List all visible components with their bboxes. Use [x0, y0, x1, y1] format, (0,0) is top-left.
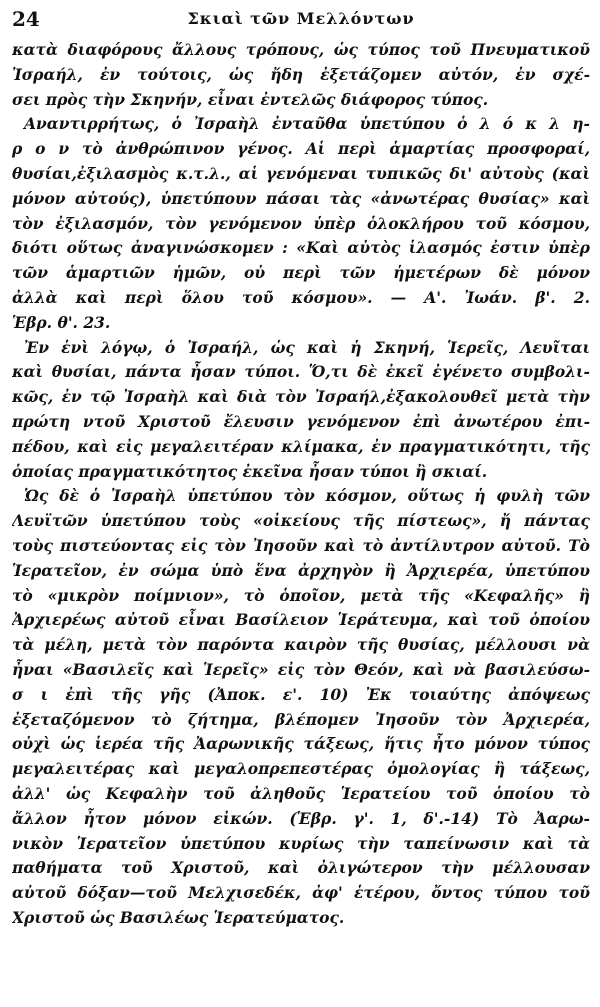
text-line: ἀλλ' ὡς Κεφαλὴν τοῦ ἀληθοῦς Ἱερατείου τοῦ ὁποίου τὸ: [12, 783, 590, 803]
text-line: τοὺς πιστεύοντας εἰς τὸν Ἰησοῦν καὶ τὸ ἀντίλυτρον αὐτοῦ. Τὸ: [12, 535, 590, 555]
text-line: πέδου, καὶ εἰς μεγαλειτέραν κλίμακα, ἐν πραγματικότητι, τῆς: [12, 436, 590, 456]
text-line: ρ ο ν τὸ ἀνθρώπινον γένος. Αἱ περὶ ἁμαρτίας προσφοραί,: [12, 139, 590, 159]
text-line: Χριστοῦ ὡς Βασιλέως Ἱερατεύματος.: [12, 907, 345, 927]
text-line: Ἑβρ. θ'. 23.: [12, 312, 111, 332]
text-line: Ἰσραήλ, ἐν τούτοις, ὡς ἤδη ἐξετάζομεν αὐτόν, ἐν σχέ-: [12, 64, 590, 84]
text-line: ἀλλὰ καὶ περὶ ὅλου τοῦ κόσμου». — Α'. Ἰωάν. β'. 2.: [12, 287, 590, 307]
body-text: [12, 38, 590, 931]
text-line: Ἀρχιερέως αὐτοῦ εἶναι Βασίλειον Ἱεράτευμα, καὶ τοῦ ὁποίου: [12, 610, 590, 630]
text-line: πρώτη ντοῦ Χριστοῦ ἔλευσιν γενόμενον ἐπὶ ἀνωτέρου ἐπι-: [12, 411, 590, 431]
text-line: τὸ «μικρὸν ποίμνιον», τὸ ὁποῖον, μετὰ τῆς «Κεφαλῆς» ἢ: [12, 585, 590, 605]
paragraph: [12, 112, 590, 335]
text-line: μόνον αὐτούς), ὑπετύπουν πάσαι τὰς «ἀνωτέρας θυσίας» καὶ: [12, 188, 590, 208]
text-line: ἄλλον ἦτον μόνον εἰκών. (Ἑβρ. γ'. 1, δ'.-14) Τὸ Ἀαρω-: [12, 808, 590, 828]
text-line: Ἐν ἑνὶ λόγῳ, ὁ Ἰσραήλ, ὡς καὶ ἡ Σκηνή, Ἱερεῖς, Λευῖται: [24, 337, 590, 357]
text-line: Λευϊτῶν ὑπετύπου τοὺς «οἰκείους τῆς πίστεως», ἤ πάντας: [12, 511, 590, 531]
text-line: αὐτοῦ δόξαν—τοῦ Μελχισεδέκ, ἀφ' ἑτέρου, ὄντος τύπου τοῦ: [12, 883, 590, 903]
text-line: σ ι ἐπὶ τῆς γῆς (Ἀποκ. ε'. 10) Ἐκ τοιαύτης ἀπόψεως: [12, 684, 590, 704]
text-line: Αναντιρρήτως, ὁ Ἰσραὴλ ἐνταῦθα ὑπετύπου ὁ λ ό κ λ η-: [24, 114, 590, 134]
text-line: οὐχὶ ὡς ἱερέα τῆς Ἀαρωνικῆς τάξεως, ἥτις ἦτο μόνον τύπος: [12, 734, 590, 754]
text-line: ἦναι «Βασιλεῖς καὶ Ἱερεῖς» εἰς τὸν Θεόν, καὶ νὰ βασιλεύσω-: [12, 659, 590, 679]
text-line: ἐξεταζόμενον τὸ ζήτημα, βλέπομεν Ἰησοῦν τὸν Ἀρχιερέα,: [12, 709, 590, 729]
text-line: κατὰ διαφόρους ἄλλους τρόπους, ὡς τύπος τοῦ Πνευματικοῦ: [12, 40, 590, 59]
page-number: 24: [12, 7, 40, 31]
text-line: σει πρὸς τὴν Σκηνήν, εἶναι ἐντελῶς διάφορος τύπος.: [12, 89, 489, 109]
text-line: νικὸν Ἱερατεῖον ὑπετύπου κυρίως τὴν ταπείνωσιν καὶ τὰ: [12, 833, 590, 853]
text-line: μεγαλειτέρας καὶ μεγαλοπρεπεστέρας ὁμολογίας ἢ τάξεως,: [12, 759, 590, 779]
text-line: τῶν ἁμαρτιῶν ἡμῶν, οὐ περὶ τῶν ἡμετέρων δὲ μόνον: [12, 263, 590, 283]
text-line: κῶς, ἐν τῷ Ἰσραὴλ καὶ διὰ τὸν Ἰσραήλ,ἐξακολουθεῖ μετὰ τὴν: [12, 387, 590, 407]
running-head: Σκιαὶ τῶν Μελλόντων: [187, 9, 415, 28]
text-line: καὶ θυσίαι, πάντα ἦσαν τύποι. Ὅ,τι δὲ ἐκεῖ ἐγένετο συμβολι-: [12, 362, 590, 382]
text-line: διότι οὕτως ἀναγινώσκομεν : «Καὶ αὐτὸς ἱλασμός ἐστιν ὑπὲρ: [12, 238, 590, 258]
text-line: παθήματα τοῦ Χριστοῦ, καὶ ὀλιγώτερον τὴν μέλλουσαν: [12, 858, 590, 878]
text-line: Ὡς δὲ ὁ Ἰσραὴλ ὑπετύπου τὸν κόσμον, οὕτως ἡ φυλὴ τῶν: [24, 486, 590, 506]
paragraph: [12, 484, 590, 930]
text-line: τὰ μέλη, μετὰ τὸν παρόντα καιρὸν τῆς θυσίας, μέλλουσι νὰ: [12, 635, 590, 655]
text-line: ὁποίας πραγματικότητος ἐκεῖνα ἦσαν τύποι ἢ σκιαί.: [12, 461, 488, 481]
text-line: τὸν ἐξιλασμόν, τὸν γενόμενον ὑπὲρ ὁλοκλήρου τοῦ κόσμου,: [12, 213, 590, 233]
text-line: Ἱερατεῖον, ἐν σώμα ὑπὸ ἕνα ἀρχηγὸν ἢ Ἀρχιερέα, ὑπετύπου: [12, 560, 590, 580]
page-header: [12, 6, 590, 36]
paragraph: [12, 38, 590, 112]
text-line: θυσίαι,ἐξιλασμὸς κ.τ.λ., αἱ γενόμεναι τυπικῶς δι' αὐτοὺς (καὶ: [12, 163, 590, 183]
paragraph: [12, 336, 590, 485]
